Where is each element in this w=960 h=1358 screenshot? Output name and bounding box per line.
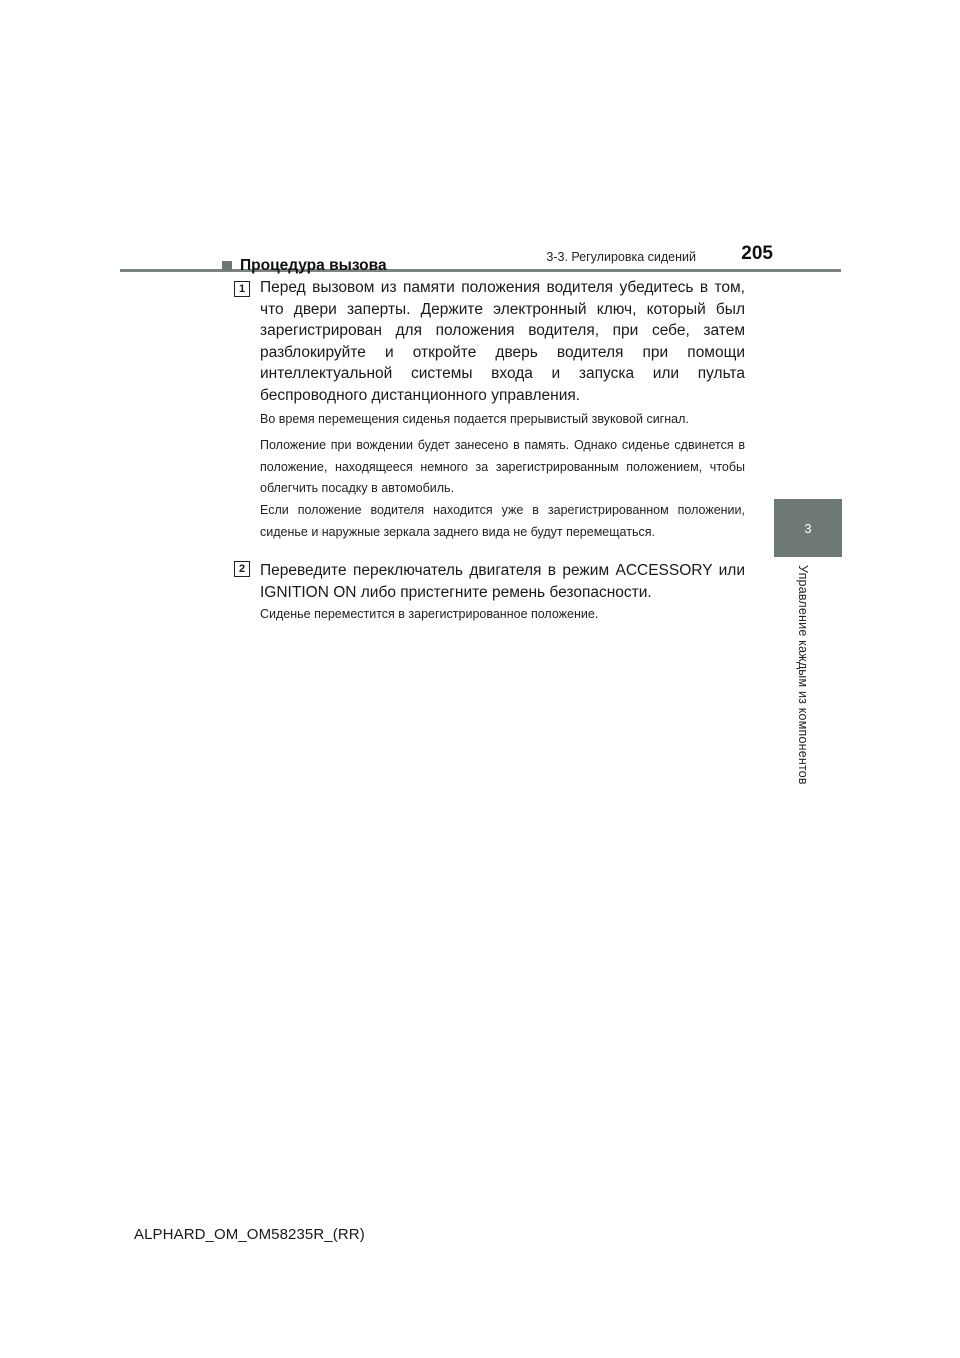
page-number: 205 (741, 243, 773, 264)
step-text: Перед вызовом из памяти положения водителя убедитесь в том, что двери заперты. Держите электронный ключ, который был зарегистрирован для положения водителя, при себе, затем разблокируйте и откройте дверь водителя при помощи интеллектуальной системы входа и запуска или пульта беспроводного дистанционного управления. (260, 279, 745, 404)
chapter-tab: 3 (774, 499, 842, 557)
step-number-badge: 2 (234, 561, 250, 577)
step-note: Сиденье переместится в зарегистрированное положение. (260, 607, 599, 621)
square-bullet-icon (222, 261, 232, 271)
step-text: Переведите переключатель двигателя в режим ACCESSORY или IGNITION ON либо пристегните ремень безопасности. (260, 562, 745, 601)
step-number-badge: 1 (234, 281, 250, 297)
section-heading (222, 257, 387, 275)
step-note: Положение при вождении будет занесено в память. Однако сиденье сдвинется в положение, находящееся немного за зарегистрированным положением, чтобы облегчить посадку в автомобиль. (260, 438, 745, 495)
section-title: 3-3. Регулировка сидений (546, 250, 696, 264)
chapter-title: Управление каждым из компонентов (796, 565, 810, 785)
step-note: Если положение водителя находится уже в зарегистрированном положении, сиденье и наружные зеркала заднего вида не будут перемещаться. (260, 503, 745, 539)
document-code: ALPHARD_OM_OM58235R_(RR) (134, 1226, 365, 1243)
section-heading-text: Процедура вызова (240, 257, 387, 274)
step-note: Во время перемещения сиденья подается прерывистый звуковой сигнал. (260, 412, 689, 426)
